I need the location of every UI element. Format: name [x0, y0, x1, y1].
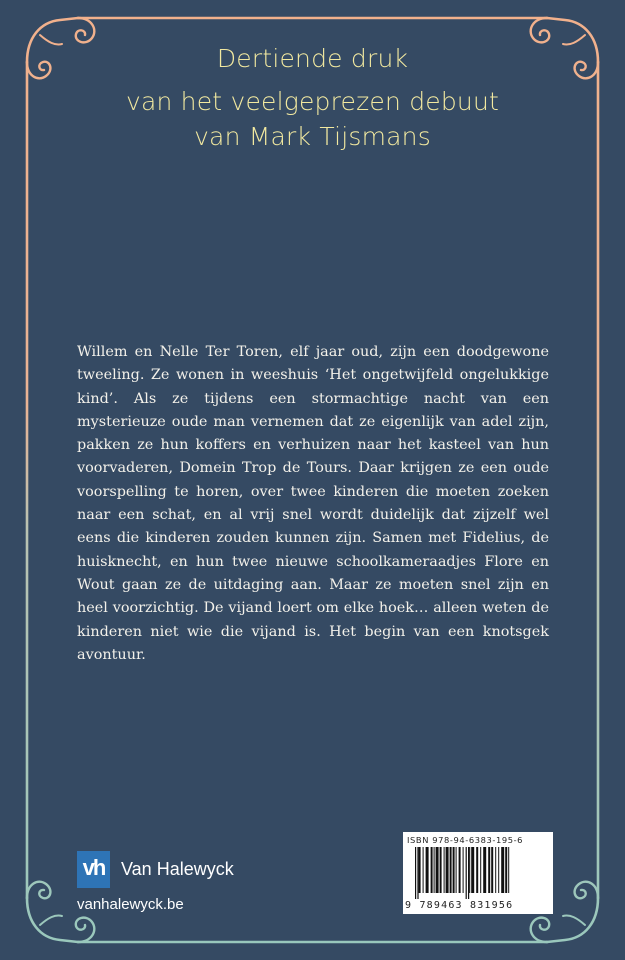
barcode-bar: [508, 847, 509, 893]
publisher-logo-text: vh: [82, 855, 105, 880]
barcode-bar: [469, 847, 470, 893]
barcode-bar: [440, 847, 442, 893]
barcode-bar: [459, 847, 461, 893]
barcode-bar: [446, 847, 449, 893]
barcode-bar: [471, 847, 474, 893]
barcode-bar: [476, 847, 478, 893]
barcode-bar: [419, 847, 421, 893]
barcode-guard-bar: [417, 847, 418, 899]
barcode-bar: [495, 847, 496, 893]
publisher-url: vanhalewyck.be: [77, 896, 184, 913]
barcode-bar: [480, 847, 481, 893]
barcode-bar: [488, 847, 490, 893]
barcode-bar: [426, 847, 429, 893]
barcode-bar: [453, 847, 455, 893]
barcode-guard-bar: [415, 847, 416, 899]
barcode-bar: [436, 847, 439, 893]
barcode-bar: [463, 847, 464, 893]
summary-text: Willem en Nelle Ter Toren, elf jaar oud, zijn een doodgewone tweeling. Ze wonen in weeshuis ‘Het ongetwijfeld ongelukkige kind’. Als ze tijdens een stormachtige nacht van een mysterieuze oude man vernemen dat ze eigenlijk van adel zijn, pakken ze hun koffers en verhuizen naar het kasteel van hun voorvaderen, Domein Trop de Tours. Daar krijgen ze een oude voorspelling te horen, over twee kinderen die moeten zoeken naar een schat, en al vrij snel wordt duidelijk dat zijzelf wel eens die kinderen zouden kunnen zijn. Samen met Fidelius, de huisknecht, en hun twee nieuwe schoolkameraadjes Flore en Wout gaan ze de uitdaging aan. Maar ze moeten snel zijn en heel voorzichtig. De vijand loert om elke hoek… alleen weten de kinderen niet wie die vijand is. Het begin van een knotsgek avontuur.: [77, 344, 549, 663]
barcode-bar: [501, 847, 504, 893]
barcode-guard-bar: [468, 847, 469, 899]
barcode-bar: [423, 847, 424, 893]
barcode-bar: [450, 847, 452, 893]
barcode-bar: [456, 847, 457, 893]
publisher-logo: [77, 851, 110, 888]
book-summary: [77, 341, 549, 667]
barcode-bar: [434, 847, 435, 893]
barcode-bar: [491, 847, 493, 893]
barcode-bar: [505, 847, 507, 893]
tagline-line-2: van het veelgeprezen debuut: [125, 87, 500, 116]
publisher-name: Van Halewyck: [121, 859, 234, 879]
barcode-bar: [444, 847, 445, 893]
isbn-barcode: [403, 832, 553, 914]
barcode-bars: [413, 847, 545, 899]
barcode-digits: 9 789463 831956: [405, 900, 514, 911]
tagline-line-1: Dertiende druk: [216, 44, 409, 73]
barcode-bar: [498, 847, 499, 893]
barcode-guard-bar: [466, 847, 467, 899]
barcode-bar: [483, 847, 486, 893]
isbn-label: ISBN 978-94-6383-195-6: [407, 835, 524, 845]
tagline-line-3: van Mark Tijsmans: [194, 122, 431, 151]
barcode-bar: [431, 847, 433, 893]
